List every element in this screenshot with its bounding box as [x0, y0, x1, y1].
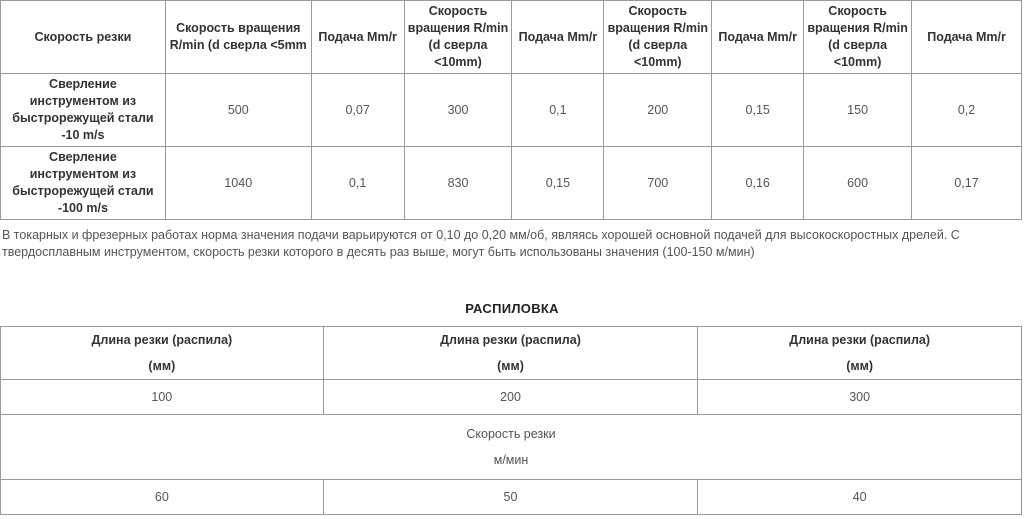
table-cell: 0,15 — [512, 147, 604, 220]
header-cell: Скорость вращения R/min (d сверла <5mm — [165, 1, 311, 74]
header-unit: (мм) — [846, 359, 874, 373]
table-cell: 1040 — [165, 147, 311, 220]
table-cell: 300 — [698, 380, 1022, 415]
header-line: Длина резки (распила) — [789, 333, 931, 347]
header-cell — [1, 327, 324, 380]
header-cell: Скорость вращения R/min (d сверла <10mm) — [604, 1, 712, 74]
table-cell: 0,15 — [712, 74, 804, 147]
table-cell: 0,16 — [712, 147, 804, 220]
table-cell: 0,1 — [512, 74, 604, 147]
table-row — [1, 74, 1022, 147]
header-cell: Скорость вращения R/min (d сверла <10mm) — [804, 1, 912, 74]
cutting-speed-table — [0, 0, 1022, 220]
table-cell: 0,1 — [311, 147, 404, 220]
sawing-table — [0, 326, 1022, 515]
header-line: Длина резки (распила) — [440, 333, 581, 347]
feed-rate-note: В токарных и фрезерных работах норма значения подачи варьируются от 0,10 до 0,20 мм/об, являясь хорошей основной подачей для высокоскоростных дрелей. С твердосплавным инструментом, скорость резки которого в десять раз выше, могут быть использованы значения (100-150 м/мин) — [2, 228, 960, 259]
table-cell: 600 — [804, 147, 912, 220]
section-title-sawing: РАСПИЛОВКА — [465, 301, 559, 316]
table-cell: 50 — [323, 480, 698, 515]
header-cell: Скорость резки — [1, 1, 166, 74]
header-cell: Подача Mm/r — [712, 1, 804, 74]
speed-label-cell — [1, 415, 1022, 480]
table-cell: 0,17 — [912, 147, 1022, 220]
header-cell: Подача Mm/r — [912, 1, 1022, 74]
table-cell: 60 — [1, 480, 324, 515]
row-label: Сверление инструментом из быстрорежущей стали -100 m/s — [1, 147, 166, 220]
table-cell: 0,07 — [311, 74, 404, 147]
header-cell — [698, 327, 1022, 380]
table-header-row — [1, 327, 1022, 380]
table-header-row — [1, 1, 1022, 74]
header-unit: (мм) — [148, 359, 176, 373]
speed-unit: м/мин — [493, 453, 529, 467]
table-cell: 700 — [604, 147, 712, 220]
table-cell: 0,2 — [912, 74, 1022, 147]
header-cell: Подача Mm/r — [311, 1, 404, 74]
speed-label: Скорость резки — [466, 427, 556, 441]
header-unit: (мм) — [497, 359, 524, 373]
table-cell: 40 — [698, 480, 1022, 515]
header-cell: Скорость вращения R/min (d сверла <10mm) — [404, 1, 512, 74]
table-row — [1, 380, 1022, 415]
table-cell: 100 — [1, 380, 324, 415]
table-cell: 200 — [604, 74, 712, 147]
table-row — [1, 147, 1022, 220]
table-cell: 150 — [804, 74, 912, 147]
header-cell — [323, 327, 698, 380]
table-cell: 830 — [404, 147, 512, 220]
table-row — [1, 480, 1022, 515]
table-cell: 200 — [323, 380, 698, 415]
table-cell: 500 — [165, 74, 311, 147]
table-cell: 300 — [404, 74, 512, 147]
table-row — [1, 415, 1022, 480]
header-cell: Подача Mm/r — [512, 1, 604, 74]
header-line: Длина резки (распила) — [91, 333, 233, 347]
row-label: Сверление инструментом из быстрорежущей стали -10 m/s — [1, 74, 166, 147]
